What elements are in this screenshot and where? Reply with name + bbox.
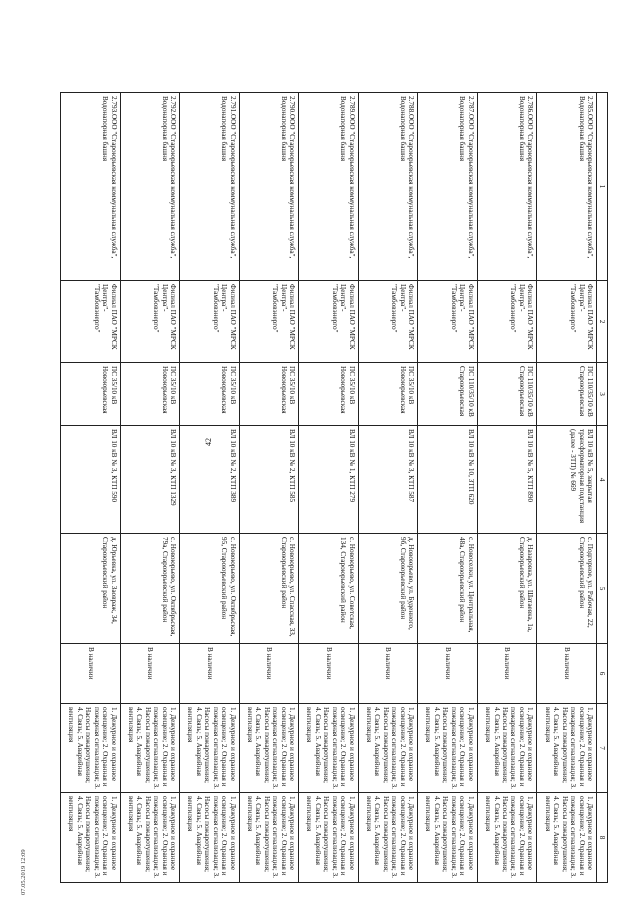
feeder-cell: ВЛ 10 кВ № 5, закрытая трансформаторная подстанция (далее - ЗТП) № 669 <box>537 426 597 534</box>
consumer-cell: 2.791.ООО "Староюрьевская коммунальная служба", Водонапорная башня <box>180 93 240 281</box>
consumer-cell: 2.787.ООО "Староюрьевская коммунальная служба", Водонапорная башня <box>418 93 478 281</box>
table-row <box>358 93 418 883</box>
rotated-table-container <box>60 92 608 882</box>
grid-company-cell: Филиал ПАО "МРСК Центра"-"Тамбовэнерго" <box>358 281 418 363</box>
consumer-cell: 2.788.ООО "Староюрьевская коммунальная служба", Водонапорная башня <box>358 93 418 281</box>
table-row <box>120 93 180 883</box>
substation-cell: ПС 35/10 кВ Новоюрьевская <box>61 363 121 426</box>
backup-equipment-cell: 1. Дежурное и охранное освещение; 2. Охранная и пожарная сигнализация; 3. Насосы пожаротушения; 4. Связь; 5. Аварийная вентиляция <box>299 793 359 883</box>
address-cell: д. Юрьевка, ул. Заовраж, 34, Староюрьевский район <box>61 534 121 644</box>
table-row <box>299 93 359 883</box>
consumer-cell: 2.790.ООО "Староюрьевская коммунальная служба", Водонапорная башня <box>239 93 299 281</box>
substation-cell: ПС 110/35/10 кВ Староюрьевская <box>537 363 597 426</box>
feeder-cell: ВЛ 10 кВ № 3, КТП 590 <box>61 426 121 534</box>
equipment-list-cell: 1. Дежурное и охранное освещение; 2. Охранная и пожарная сигнализация; 3. Насосы пожаротушения; 4. Связь; 5. Аварийная вентиляция <box>537 704 597 793</box>
feeder-cell: ВЛ 10 кВ № 3, КТП 1329 <box>120 426 180 534</box>
consumer-cell: 2.789.ООО "Староюрьевская коммунальная служба", Водонапорная башня <box>299 93 359 281</box>
table-row <box>418 93 478 883</box>
equipment-list-cell: 1. Дежурное и охранное освещение; 2. Охранная и пожарная сигнализация; 3. Насосы пожаротушения; 4. Связь; 5. Аварийная вентиляция <box>239 704 299 793</box>
page-number: 42 <box>204 438 213 446</box>
backup-equipment-cell: 1. Дежурное и охранное освещение; 2. Охранная и пожарная сигнализация; 3. Насосы пожаротушения; 4. Связь; 5. Аварийная вентиляция <box>477 793 537 883</box>
equipment-list-cell: 1. Дежурное и охранное освещение; 2. Охранная и пожарная сигнализация; 3. Насосы пожаротушения; 4. Связь; 5. Аварийная вентиляция <box>180 704 240 793</box>
address-cell: с. Новоюрьево, ул. Октябрьская, 79а, Староюрьевский район <box>120 534 180 644</box>
availability-cell: В наличии <box>61 644 121 704</box>
substation-cell: ПС 35/10 кВ Новоюрьевская <box>180 363 240 426</box>
consumer-cell: 2.792.ООО "Староюрьевская коммунальная служба", Водонапорная башня <box>120 93 180 281</box>
substation-cell: ПС 35/10 кВ Новоюрьевская <box>299 363 359 426</box>
col-number: 7 <box>597 704 608 793</box>
grid-company-cell: Филиал ПАО "МРСК Центра"-"Тамбовэнерго" <box>477 281 537 363</box>
col-number: 6 <box>597 644 608 704</box>
table-row <box>477 93 537 883</box>
feeder-cell: ВЛ 10 кВ № 10, ЗТП 620 <box>418 426 478 534</box>
grid-company-cell: Филиал ПАО "МРСК Центра"-"Тамбовэнерго" <box>537 281 597 363</box>
feeder-cell: ВЛ 10 кВ № 5, КТП 890 <box>477 426 537 534</box>
table-row <box>239 93 299 883</box>
equipment-list-cell: 1. Дежурное и охранное освещение; 2. Охранная и пожарная сигнализация; 3. Насосы пожаротушения; 4. Связь; 5. Аварийная вентиляция <box>358 704 418 793</box>
table-row <box>61 93 121 883</box>
feeder-cell: ВЛ 10 кВ № 3, КТП 587 <box>358 426 418 534</box>
backup-equipment-cell: 1. Дежурное и охранное освещение; 2. Охранная и пожарная сигнализация; 3. Насосы пожаротушения; 4. Связь; 5. Аварийная вентиляция <box>61 793 121 883</box>
availability-cell: В наличии <box>418 644 478 704</box>
col-number: 1 <box>597 93 608 281</box>
backup-equipment-cell: 1. Дежурное и охранное освещение; 2. Охранная и пожарная сигнализация; 3. Насосы пожаротушения; 4. Связь; 5. Аварийная вентиляция <box>120 793 180 883</box>
consumer-cell: 2.786.ООО "Староюрьевская коммунальная служба", Водонапорная башня <box>477 93 537 281</box>
equipment-list-cell: 1. Дежурное и охранное освещение; 2. Охранная и пожарная сигнализация; 3. Насосы пожаротушения; 4. Связь; 5. Аварийная вентиляция <box>61 704 121 793</box>
table-row <box>180 93 240 883</box>
backup-equipment-cell: 1. Дежурное и охранное освещение; 2. Охранная и пожарная сигнализация; 3. Насосы пожаротушения; 4. Связь; 5. Аварийная вентиляция <box>418 793 478 883</box>
col-number: 2 <box>597 281 608 363</box>
col-number: 3 <box>597 363 608 426</box>
col-number: 4 <box>597 426 608 534</box>
backup-equipment-cell: 1. Дежурное и охранное освещение; 2. Охранная и пожарная сигнализация; 3. Насосы пожаротушения; 4. Связь; 5. Аварийная вентиляция <box>239 793 299 883</box>
power-supply-table <box>60 92 608 883</box>
feeder-cell: ВЛ 10 кВ № 2, КТП 585 <box>239 426 299 534</box>
address-cell: д. Назаровка, ул. Шатаевка, 1а, Староюрьевский район <box>477 534 537 644</box>
address-cell: д. Новоюрьево, ул. Буденного, 9б, Староюрьевский район <box>358 534 418 644</box>
availability-cell: В наличии <box>120 644 180 704</box>
grid-company-cell: Филиал ПАО "МРСК Центра"-"Тамбовэнерго" <box>299 281 359 363</box>
address-cell: с. Подгорное, ул. Рабочая, 22, Староюрьевский район <box>537 534 597 644</box>
consumer-cell: 2.785.ООО "Староюрьевская коммунальная служба", Водонапорная башня <box>537 93 597 281</box>
grid-company-cell: Филиал ПАО "МРСК Центра"-"Тамбовэнерго" <box>61 281 121 363</box>
equipment-list-cell: 1. Дежурное и охранное освещение; 2. Охранная и пожарная сигнализация; 3. Насосы пожаротушения; 4. Связь; 5. Аварийная вентиляция <box>120 704 180 793</box>
availability-cell: В наличии <box>299 644 359 704</box>
substation-cell: ПС 110/35/10 кВ Староюрьевская <box>418 363 478 426</box>
address-cell: с. Новоюрьево, ул. Советская, 134, Староюрьевский район <box>299 534 359 644</box>
substation-cell: ПС 110/35/10 кВ Староюрьевская <box>477 363 537 426</box>
col-number: 8 <box>597 793 608 883</box>
availability-cell: В наличии <box>239 644 299 704</box>
grid-company-cell: Филиал ПАО "МРСК Центра"-"Тамбовэнерго" <box>180 281 240 363</box>
equipment-list-cell: 1. Дежурное и охранное освещение; 2. Охранная и пожарная сигнализация; 3. Насосы пожаротушения; 4. Связь; 5. Аварийная вентиляция <box>477 704 537 793</box>
grid-company-cell: Филиал ПАО "МРСК Центра"-"Тамбовэнерго" <box>120 281 180 363</box>
backup-equipment-cell: 1. Дежурное и охранное освещение; 2. Охранная и пожарная сигнализация; 3. Насосы пожаротушения; 4. Связь; 5. Аварийная вентиляция <box>180 793 240 883</box>
backup-equipment-cell: 1. Дежурное и охранное освещение; 2. Охранная и пожарная сигнализация; 3. Насосы пожаротушения; 4. Связь; 5. Аварийная вентиляция <box>537 793 597 883</box>
address-cell: с. Новоселки, ул. Центральная, 48а, Староюрьевский район <box>418 534 478 644</box>
grid-company-cell: Филиал ПАО "МРСК Центра"-"Тамбовэнерго" <box>239 281 299 363</box>
print-timestamp: 07.05.2019 12:09 <box>20 849 27 895</box>
substation-cell: ПС 35/10 кВ Новоюрьевская <box>358 363 418 426</box>
substation-cell: ПС 35/10 кВ Новоюрьевская <box>120 363 180 426</box>
feeder-cell: ВЛ 10 кВ № 2, КТП 389 <box>180 426 240 534</box>
backup-equipment-cell: 1. Дежурное и охранное освещение; 2. Охранная и пожарная сигнализация; 3. Насосы пожаротушения; 4. Связь; 5. Аварийная вентиляция <box>358 793 418 883</box>
availability-cell: В наличии <box>477 644 537 704</box>
grid-company-cell: Филиал ПАО "МРСК Центра"-"Тамбовэнерго" <box>418 281 478 363</box>
substation-cell: ПС 35/10 кВ Новоюрьевская <box>239 363 299 426</box>
address-cell: с. Новоюрьево, ул. Спасская, 33, Староюрьевский район <box>239 534 299 644</box>
column-number-row <box>597 93 608 883</box>
availability-cell: В наличии <box>358 644 418 704</box>
table-row <box>537 93 597 883</box>
feeder-cell: ВЛ 10 кВ № 1, КТП 279 <box>299 426 359 534</box>
availability-cell: В наличии <box>180 644 240 704</box>
equipment-list-cell: 1. Дежурное и охранное освещение; 2. Охранная и пожарная сигнализация; 3. Насосы пожаротушения; 4. Связь; 5. Аварийная вентиляция <box>418 704 478 793</box>
equipment-list-cell: 1. Дежурное и охранное освещение; 2. Охранная и пожарная сигнализация; 3. Насосы пожаротушения; 4. Связь; 5. Аварийная вентиляция <box>299 704 359 793</box>
consumer-cell: 2.793.ООО "Староюрьевская коммунальная служба", Водонапорная башня <box>61 93 121 281</box>
address-cell: с. Новоюрьево, ул. Октябрьская, 95, Староюрьевский район <box>180 534 240 644</box>
col-number: 5 <box>597 534 608 644</box>
table-body <box>61 93 597 883</box>
availability-cell: В наличии <box>537 644 597 704</box>
